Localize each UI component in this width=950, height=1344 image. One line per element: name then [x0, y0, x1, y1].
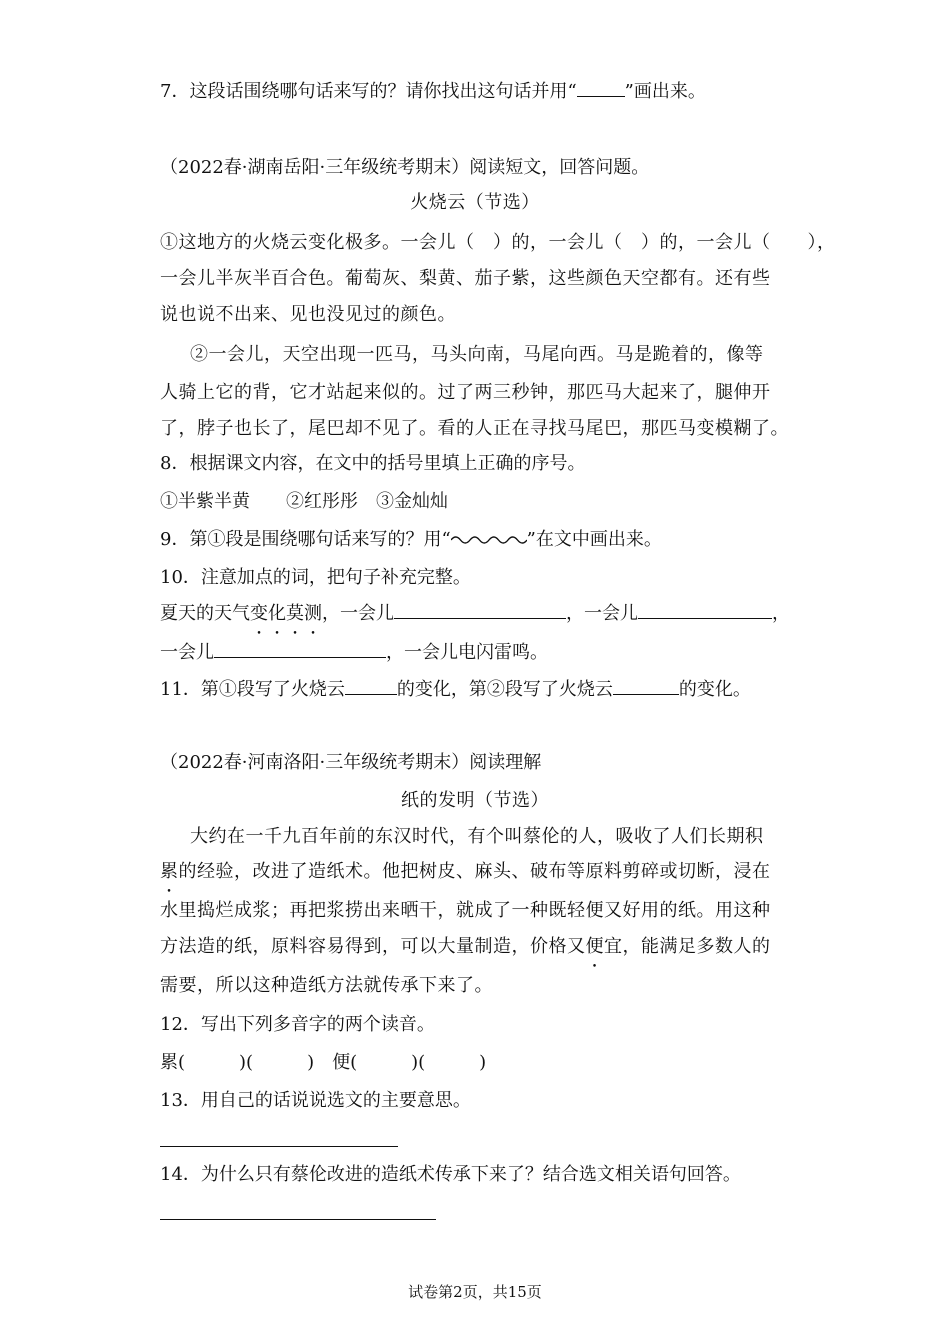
- dotted-char: 测: [304, 603, 322, 624]
- answer-blank[interactable]: [394, 602, 566, 619]
- passage1-p1-line1: ①这地方的火烧云变化极多。一会儿（ ）的，一会儿（ ）的，一会儿（ ），: [160, 232, 836, 253]
- question-9: 9．第①段是围绕哪句话来写的？用“ ”在文中画出来。: [160, 529, 662, 550]
- passage1-title: 火烧云（节选）: [410, 192, 540, 213]
- passage1-p2-line1: ②一会儿，天空出现一匹马，马头向南，马尾向西。马是跪着的，像等: [190, 344, 764, 365]
- question-10: 10．注意加点的词，把句子补充完整。: [160, 567, 471, 588]
- passage2-title: 纸的发明（节选）: [401, 790, 549, 811]
- passage2-line1: 大约在一千九百年前的东汉时代，有个叫蔡伦的人，吸收了人们长期积: [190, 826, 764, 847]
- blank-underline: [577, 80, 625, 97]
- question-13: 13．用自己的话说说选文的主要意思。: [160, 1090, 471, 1111]
- dotted-char: 变: [250, 603, 268, 624]
- passage1-source: （2022春·湖南岳阳·三年级统考期末）阅读短文，回答问题。: [160, 157, 650, 178]
- question-12: 12．写出下列多音字的两个读音。: [160, 1014, 435, 1035]
- passage1-p1-line3: 说也说不出来、见也没见过的颜色。: [160, 304, 456, 325]
- answer-blank[interactable]: [214, 641, 386, 658]
- passage2-line5: 需要，所以这种造纸方法就传承下来了。: [160, 975, 493, 996]
- page-footer: 试卷第2页，共15页: [408, 1283, 542, 1301]
- question-11: 11．第①段写了火烧云 的变化，第②段写了火烧云 的变化。: [160, 679, 751, 700]
- passage1-p2-line2: 人骑上它的背，它才站起来似的。过了两三秒钟，那匹马大起来了，腿伸开: [160, 382, 771, 403]
- question-10-line1: 夏天的天气变化莫测，一会儿 ，一会儿 ，: [160, 603, 790, 624]
- dotted-char: 便: [585, 936, 604, 957]
- dotted-char: 化: [268, 603, 286, 624]
- question-10-line2: 一会儿 ，一会儿电闪雷鸣。: [160, 642, 548, 663]
- dotted-char: 莫: [286, 603, 304, 624]
- question-8: 8．根据课文内容，在文中的括号里填上正确的序号。: [160, 453, 586, 474]
- answer-blank[interactable]: [613, 678, 679, 695]
- passage2-source: （2022春·河南洛阳·三年级统考期末）阅读理解: [160, 752, 542, 773]
- question-12-answer-line[interactable]: 累( )( ) 便( )( ): [160, 1052, 487, 1073]
- answer-line[interactable]: [160, 1219, 436, 1220]
- question-7: 7．这段话围绕哪句话来写的？请你找出这句话并用“ ”画出来。: [160, 81, 706, 102]
- passage1-p2-line3: 了，脖子也长了，尾巴却不见了。看的人正在寻找马尾巴，那匹马变模糊了。: [160, 418, 789, 439]
- passage2-line2: 累的经验，改进了造纸术。他把树皮、麻头、破布等原料剪碎或切断，浸在: [160, 861, 771, 882]
- question-14: 14．为什么只有蔡伦改进的造纸术传承下来了？结合选文相关语句回答。: [160, 1164, 741, 1185]
- wavy-underline-icon: [451, 534, 527, 546]
- passage2-line4: 方法造的纸，原料容易得到，可以大量制造，价格又便宜，能满足多数人的: [160, 936, 771, 957]
- answer-line[interactable]: [160, 1146, 398, 1147]
- answer-blank[interactable]: [638, 602, 772, 619]
- dotted-char: 累: [160, 861, 179, 882]
- passage1-p1-line2: 一会儿半灰半百合色。葡萄灰、梨黄、茄子紫，这些颜色天空都有。还有些: [160, 268, 771, 289]
- question-8-options: ①半紫半黄 ②红彤彤 ③金灿灿: [160, 491, 448, 512]
- passage2-line3: 水里捣烂成浆；再把浆捞出来晒干，就成了一种既轻便又好用的纸。用这种: [160, 900, 771, 921]
- answer-blank[interactable]: [345, 678, 397, 695]
